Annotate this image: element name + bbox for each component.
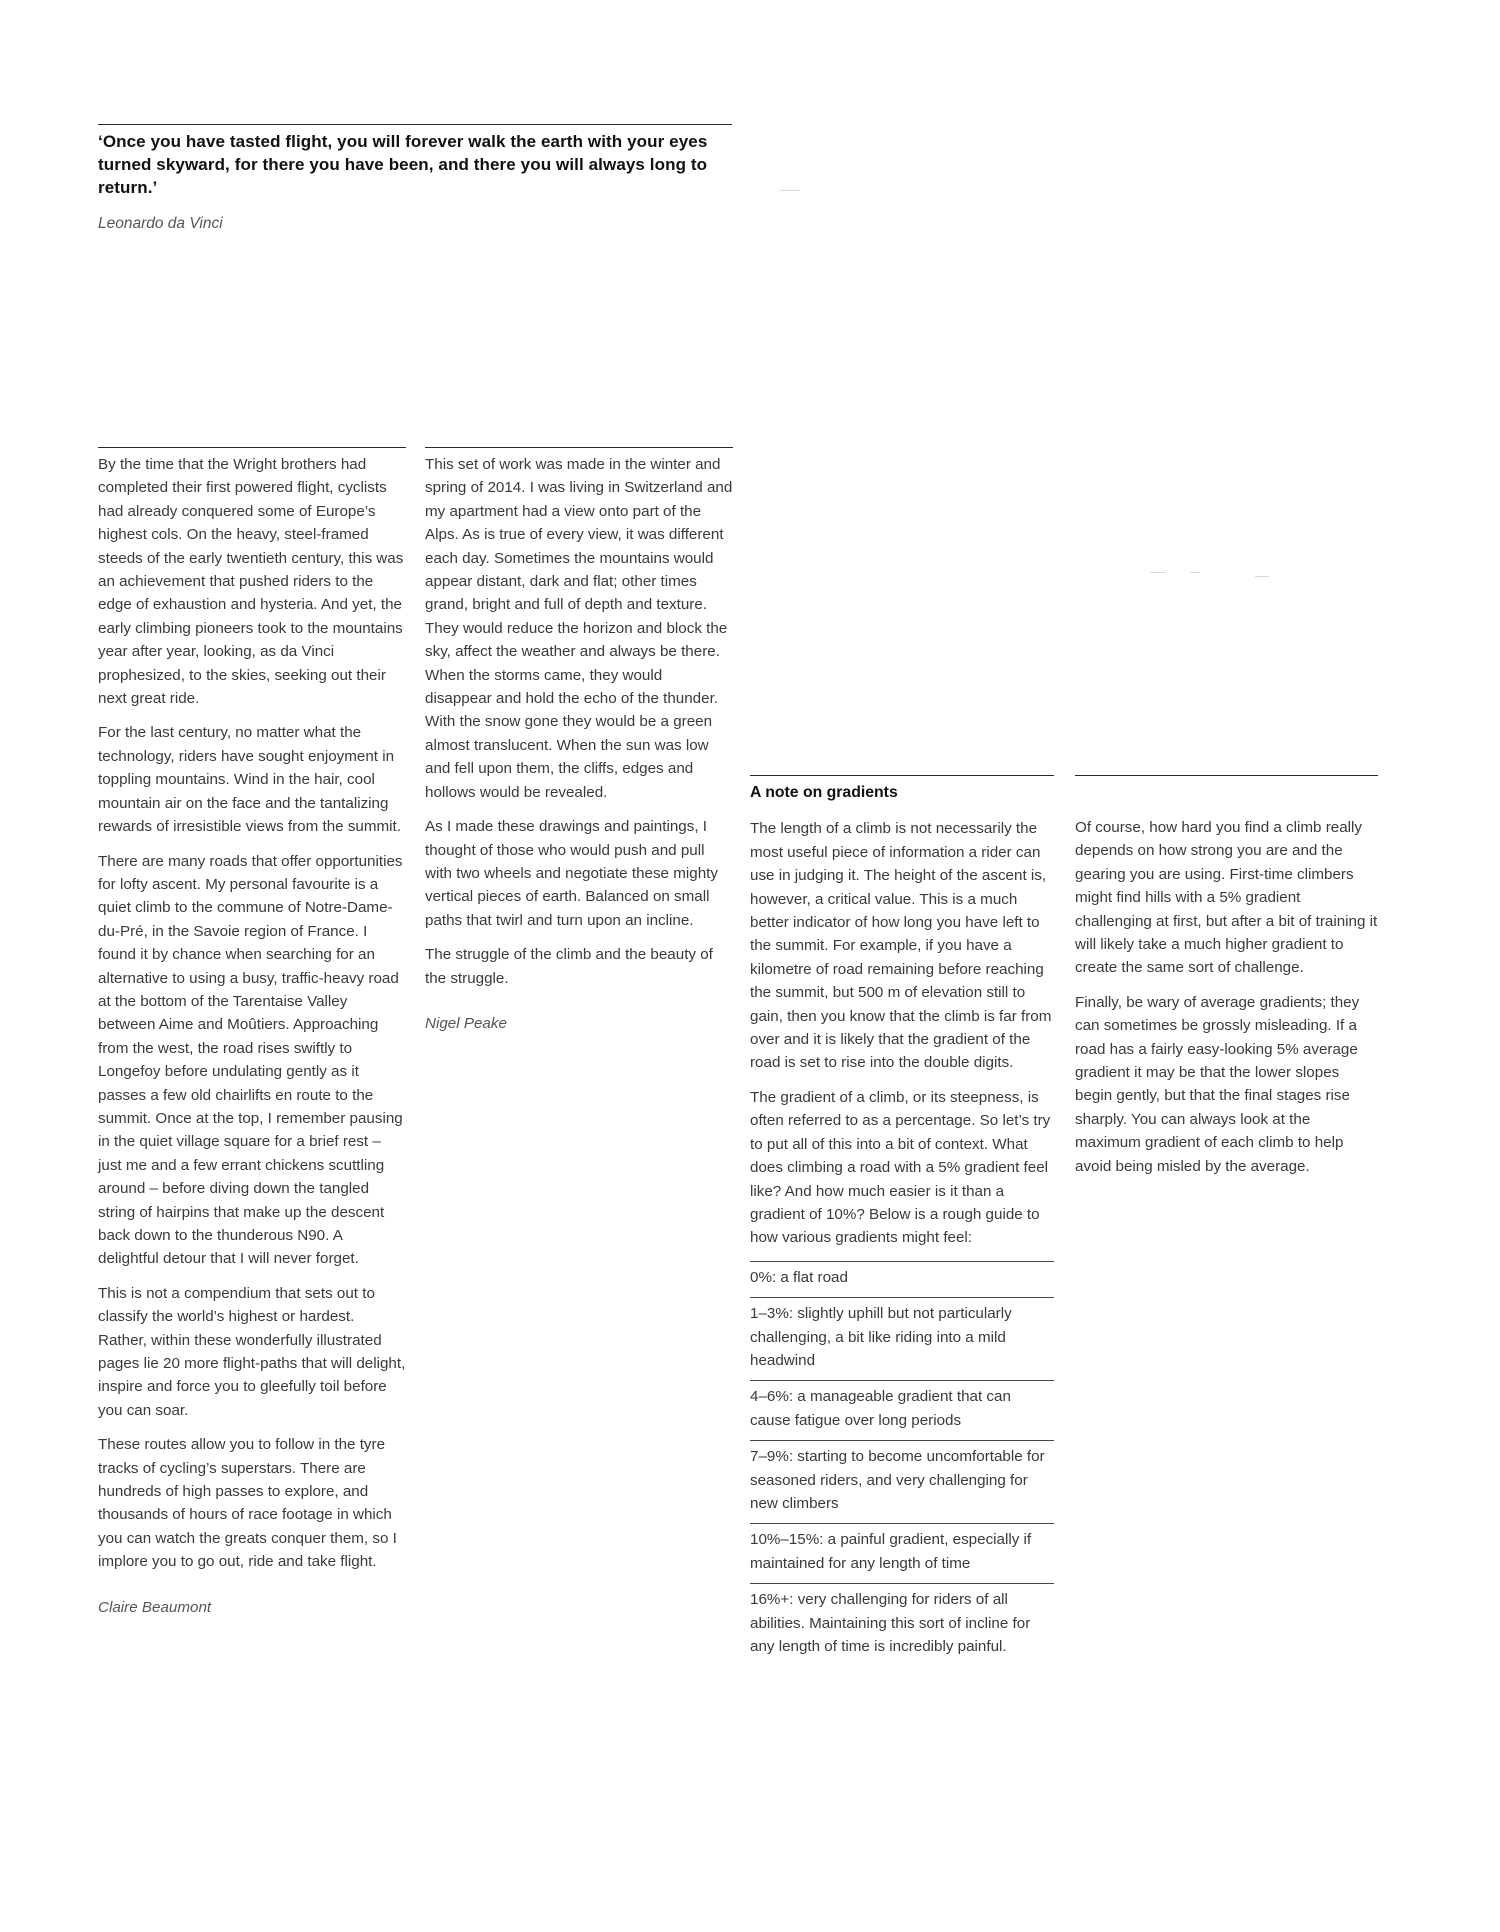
illustrator-paragraph: The struggle of the climb and the beauty of the struggle. (425, 946, 713, 987)
foreword-column (98, 447, 406, 1619)
scan-speck (1150, 572, 1166, 573)
foreword-paragraph: For the last century, no matter what the technology, riders have sought enjoyment in toppling mountains. Wind in the hair, cool mountain air on the face and the tantalizing rewards of irresistible views from the summit. (98, 724, 401, 836)
epigraph-author: Leonardo da Vinci (98, 215, 223, 232)
gradients-paragraph: The gradient of a climb, or its steepness, is often referred to as a percentage. So let’s try to put all of this into a bit of context. What does climbing a road with a 5% gradient feel like? And how much easier is it than a gradient of 10%? Below is a rough guide to how various gradients might feel: (750, 1088, 1051, 1247)
epigraph (98, 124, 732, 233)
gradient-guide-list (750, 1261, 1054, 1659)
illustrator-signature: Nigel Peake (425, 1014, 507, 1032)
gradients-continued-paragraph: Finally, be wary of average gradients; they can sometimes be grossly misleading. If a road has a fairly easy-looking 5% average gradient it may be that the lower slopes begin gently, but that the final stages rise sharply. You can always look at the maximum gradient of each climb to help avoid being misled by the average. (1075, 993, 1360, 1175)
scan-speck (780, 190, 800, 191)
scan-speck (1190, 572, 1200, 573)
illustrator-paragraph: As I made these drawings and paintings, I thought of those who would push and pull with two wheels and negotiate these mighty vertical pieces of earth. Balanced on small paths that twirl and turn upon an incline. (425, 818, 718, 929)
gradients-note-title: A note on gradients (750, 784, 898, 801)
foreword-paragraph: These routes allow you to follow in the tyre tracks of cycling’s superstars. There are hundreds of high passes to explore, and thousands of hours of race footage in which you can watch the greats conquer them, so I implore you to go out, ride and take flight. (98, 1436, 397, 1571)
scan-speck (1255, 576, 1269, 577)
gradient-guide-item: 0%: a flat road (750, 1261, 1054, 1289)
gradient-guide-item: 1–3%: slightly uphill but not particularly challenging, a bit like riding into a mild headwind (750, 1297, 1054, 1372)
gradients-paragraph: The length of a climb is not necessarily the most useful piece of information a rider can use in judging it. The height of the ascent is, however, a critical value. This is a much better indicator of how long you have left to the summit. For example, if you have a kilometre of road remaining before reaching the summit, but 500 m of elevation still to gain, then you know that the climb is far from over and it is likely that the gradient of the road is set to rise into the double digits. (750, 820, 1052, 1072)
foreword-paragraph: This is not a compendium that sets out to classify the world’s highest or hardest. Rather, within these wonderfully illustrated pages lie 20 more flight-paths that will delight, inspire and force you to gleefully toil before you can soar. (98, 1284, 406, 1419)
gradients-continued-column (1075, 775, 1378, 1189)
gradient-guide-item: 4–6%: a manageable gradient that can cause fatigue over long periods (750, 1380, 1054, 1432)
gradients-continued-paragraph: Of course, how hard you find a climb really depends on how strong you are and the gearing you are using. First-time climbers might find hills with a 5% gradient challenging at first, but after a bit of training it will likely take a much higher gradient to create the same sort of challenge. (1075, 819, 1378, 977)
epigraph-quote: ‘Once you have tasted flight, you will forever walk the earth with your eyes turned skyward, for there you have been, and there you will always long to return.’ (98, 132, 708, 197)
foreword-paragraph: There are many roads that offer opportunities for lofty ascent. My personal favourite is a quiet climb to the commune of Notre-Dame-du-Pré, in the Savoie region of France. I found it by chance when searching for an alternative to using a busy, traffic-heavy road at the bottom of the Tarentaise Valley between Aime and Moûtiers. Approaching from the west, the road rises swiftly to Longefoy before undulating gently as it passes a few old chairlifts en route to the summit. Once at the top, I remember pausing in the quiet village square for a brief rest – just me and a few errant chickens scuttling around – before diving down the tangled string of hairpins that make up the descent back down to the thunderous N90. A delightful detour that I will never forget. (98, 852, 403, 1268)
gradient-guide-item: 16%+: very challenging for riders of all abilities. Maintaining this sort of incline for any length of time is incredibly painful. (750, 1583, 1054, 1658)
gradients-note-column (750, 775, 1054, 1666)
gradient-guide-item: 7–9%: starting to become uncomfortable for seasoned riders, and very challenging for new climbers (750, 1440, 1054, 1515)
foreword-signature: Claire Beaumont (98, 1598, 212, 1616)
gradient-guide-item: 10%–15%: a painful gradient, especially if maintained for any length of time (750, 1523, 1054, 1575)
illustrator-note-column (425, 447, 733, 1035)
illustrator-paragraph: This set of work was made in the winter and spring of 2014. I was living in Switzerland and my apartment had a view onto part of the Alps. As is true of every view, it was different each day. Sometimes the mountains would appear distant, dark and flat; other times grand, bright and full of depth and texture. They would reduce the horizon and block the sky, affect the weather and always be there. When the storms came, they would disappear and hold the echo of the thunder. With the snow gone they would be a green almost translucent. When the sun was low and fell upon them, the cliffs, edges and hollows would be revealed. (425, 456, 733, 801)
foreword-paragraph: By the time that the Wright brothers had completed their first powered flight, cyclists had already conquered some of Europe’s highest cols. On the heavy, steel-framed steeds of the early twentieth century, this was an achievement that pushed riders to the edge of exhaustion and hysteria. And yet, the early climbing pioneers took to the mountains year after year, looking, as da Vinci prophesized, to the skies, seeking out their next great ride. (98, 456, 404, 708)
